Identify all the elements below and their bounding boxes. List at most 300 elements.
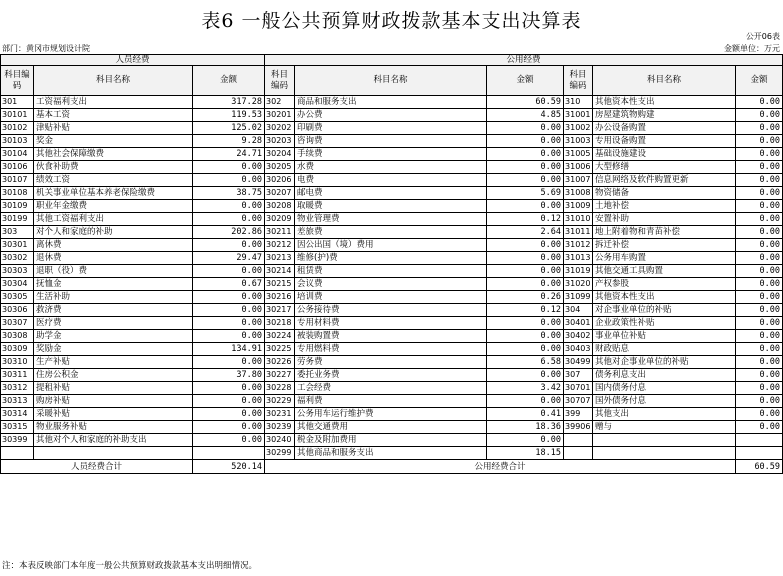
section-personnel: 人员经费 [1,55,265,66]
amount-cell: 0.00 [487,252,564,265]
amount-cell: 0.00 [487,330,564,343]
amount-cell: 0.00 [736,187,783,200]
subject-code: 30308 [1,330,34,343]
amount-cell [736,447,783,460]
subject-code [564,447,593,460]
subject-name: 抚恤金 [34,278,193,291]
subject-code: 30106 [1,161,34,174]
subject-name: 其他商品和服务支出 [295,447,487,460]
subject-name: 专用材料费 [295,317,487,330]
amount-cell: 0.00 [736,330,783,343]
subject-name: 劳务费 [295,356,487,369]
amount-cell: 29.47 [193,252,265,265]
table-row [1,226,783,239]
subject-name: 差旅费 [295,226,487,239]
amount-cell: 0.00 [193,317,265,330]
subject-code: 30204 [265,148,295,161]
table-row [1,447,783,460]
subject-code: 30212 [265,239,295,252]
subject-name: 基本工资 [34,109,193,122]
subject-name: 伙食补助费 [34,161,193,174]
subject-name: 办公费 [295,109,487,122]
subject-name: 离休费 [34,239,193,252]
subject-name: 住房公积金 [34,369,193,382]
subject-code: 31011 [564,226,593,239]
table-row [1,330,783,343]
subject-code: 30104 [1,148,34,161]
header-code: 科目编码 [265,66,295,96]
report-code: 公开06表 [745,32,780,41]
table-row [1,343,783,356]
amount-cell: 0.00 [736,213,783,226]
subject-name: 物资储备 [593,187,736,200]
amount-cell: 5.69 [487,187,564,200]
subject-code: 31009 [564,200,593,213]
subject-code: 30209 [265,213,295,226]
subject-code: 31013 [564,252,593,265]
subject-code: 30401 [564,317,593,330]
amount-cell: 3.42 [487,382,564,395]
amount-cell [736,434,783,447]
subject-name: 奖金 [34,135,193,148]
subject-name: 工资福利支出 [34,96,193,109]
subject-code: 30213 [265,252,295,265]
subject-name: 其他工资福利支出 [34,213,193,226]
amount-cell: 0.00 [193,291,265,304]
amount-cell: 0.00 [736,122,783,135]
footnote: 注：本表反映部门本年度一般公共预算财政拨款基本支出明细情况。 [2,561,258,571]
subject-code: 30199 [1,213,34,226]
subject-code: 30499 [564,356,593,369]
amount-cell: 0.00 [736,304,783,317]
amount-cell: 0.00 [736,252,783,265]
table-row [1,265,783,278]
subject-name: 采暖补贴 [34,408,193,421]
subject-name: 被装购置费 [295,330,487,343]
table-row [1,317,783,330]
subject-name: 其他对企事业单位的补贴 [593,356,736,369]
subject-code: 30301 [1,239,34,252]
subject-code: 30240 [265,434,295,447]
amount-cell: 0.00 [193,174,265,187]
subject-code: 31005 [564,148,593,161]
subject-name [593,447,736,460]
subject-name: 购房补贴 [34,395,193,408]
amount-cell: 0.00 [736,369,783,382]
subject-name: 水费 [295,161,487,174]
amount-cell: 38.75 [193,187,265,200]
amount-cell: 0.00 [487,434,564,447]
table-row [1,161,783,174]
subject-code: 30310 [1,356,34,369]
subject-code: 30403 [564,343,593,356]
subject-code: 30216 [265,291,295,304]
subject-code: 31003 [564,135,593,148]
subject-name: 物业管理费 [295,213,487,226]
subject-name: 租赁费 [295,265,487,278]
subject-code: 30402 [564,330,593,343]
subject-name: 商品和服务支出 [295,96,487,109]
table-row [1,356,783,369]
amount-cell: 9.28 [193,135,265,148]
header-amount: 金额 [193,66,265,96]
subject-code: 307 [564,369,593,382]
amount-cell: 0.00 [736,174,783,187]
amount-cell: 0.00 [487,265,564,278]
section-header-row [1,55,783,66]
subject-code: 30206 [265,174,295,187]
table-row [1,369,783,382]
subject-code: 30314 [1,408,34,421]
table-row [1,421,783,434]
subject-name: 手续费 [295,148,487,161]
table-row [1,291,783,304]
subject-code: 310 [564,96,593,109]
table-row [1,408,783,421]
subject-name: 财政贴息 [593,343,736,356]
header-name: 科目名称 [593,66,736,96]
amount-cell: 0.00 [736,421,783,434]
report-title: 表6 一般公共预算财政拨款基本支出决算表 [201,10,582,32]
subject-name: 生活补助 [34,291,193,304]
table-row [1,213,783,226]
subject-code: 30103 [1,135,34,148]
subject-name: 医疗费 [34,317,193,330]
subject-code: 304 [564,304,593,317]
subject-name: 委托业务费 [295,369,487,382]
subject-name: 专用燃料费 [295,343,487,356]
subject-name: 基础设施建设 [593,148,736,161]
subject-code: 30203 [265,135,295,148]
amount-cell: 119.53 [193,109,265,122]
amount-cell: 0.00 [487,278,564,291]
amount-cell: 202.86 [193,226,265,239]
subject-code: 30239 [265,421,295,434]
amount-cell: 0.12 [487,213,564,226]
department-label: 部门：黄冈市规划设计院 [2,44,90,53]
subject-name: 其他对个人和家庭的补助支出 [34,434,193,447]
public-total-label: 公用经费合计 [265,460,736,474]
subject-code: 30224 [265,330,295,343]
subject-code: 30707 [564,395,593,408]
amount-cell: 125.02 [193,122,265,135]
subject-name: 退职（役）费 [34,265,193,278]
subject-name: 津贴补贴 [34,122,193,135]
amount-cell: 0.00 [487,395,564,408]
subject-name: 债务利息支出 [593,369,736,382]
subject-code: 31012 [564,239,593,252]
subject-name: 信息网络及软件购置更新 [593,174,736,187]
subject-code: 30231 [265,408,295,421]
subject-name: 安置补助 [593,213,736,226]
amount-cell: 24.71 [193,148,265,161]
subject-name: 培训费 [295,291,487,304]
amount-cell: 18.15 [487,447,564,460]
subject-code: 30304 [1,278,34,291]
totals-row [1,460,783,474]
subject-code: 30305 [1,291,34,304]
amount-cell: 6.58 [487,356,564,369]
table-row [1,109,783,122]
subject-name: 其他支出 [593,408,736,421]
amount-cell: 0.00 [736,239,783,252]
subject-code: 30211 [265,226,295,239]
subject-name: 对企事业单位的补贴 [593,304,736,317]
amount-cell: 0.00 [193,239,265,252]
subject-code: 30302 [1,252,34,265]
subject-code: 31002 [564,122,593,135]
subject-code [1,447,34,460]
amount-cell: 0.00 [487,122,564,135]
personnel-total-label: 人员经费合计 [1,460,193,474]
table-row [1,252,783,265]
subject-code: 31008 [564,187,593,200]
subject-name: 邮电费 [295,187,487,200]
amount-cell: 0.00 [193,213,265,226]
subject-name: 职业年金缴费 [34,200,193,213]
subject-name: 税金及附加费用 [295,434,487,447]
amount-cell: 37.80 [193,369,265,382]
subject-name: 拆迁补偿 [593,239,736,252]
subject-name: 国外债务付息 [593,395,736,408]
subject-code: 31019 [564,265,593,278]
header-amount: 金额 [487,66,564,96]
subject-name: 奖励金 [34,343,193,356]
table-row [1,148,783,161]
amount-cell: 0.00 [193,161,265,174]
subject-name: 其他交通费用 [295,421,487,434]
subject-name: 其他社会保障缴费 [34,148,193,161]
subject-name: 公务用车购置 [593,252,736,265]
subject-code: 30202 [265,122,295,135]
subject-code: 30214 [265,265,295,278]
column-header-row [1,66,783,96]
subject-name: 电费 [295,174,487,187]
subject-code: 30225 [265,343,295,356]
subject-name: 咨询费 [295,135,487,148]
amount-cell: 134.91 [193,343,265,356]
amount-cell: 0.00 [193,304,265,317]
subject-code: 30303 [1,265,34,278]
subject-code: 30299 [265,447,295,460]
table-row [1,278,783,291]
amount-cell: 0.00 [487,148,564,161]
subject-name: 机关事业单位基本养老保险缴费 [34,187,193,200]
subject-code: 399 [564,408,593,421]
amount-cell: 0.00 [736,343,783,356]
subject-code: 30228 [265,382,295,395]
amount-cell: 0.00 [193,356,265,369]
amount-cell: 0.00 [193,408,265,421]
subject-name: 维修(护)费 [295,252,487,265]
subject-name: 事业单位补贴 [593,330,736,343]
subject-name [34,447,193,460]
amount-cell: 0.00 [487,135,564,148]
personnel-total-value: 520.14 [193,460,265,474]
amount-cell: 0.00 [487,200,564,213]
header-code: 科目编码 [1,66,34,96]
table-row [1,122,783,135]
amount-cell: 0.26 [487,291,564,304]
subject-code: 30207 [265,187,295,200]
amount-cell: 0.00 [736,135,783,148]
subject-code: 30201 [265,109,295,122]
table-row [1,174,783,187]
header-name: 科目名称 [295,66,487,96]
subject-code: 30226 [265,356,295,369]
amount-cell [193,447,265,460]
table-row [1,382,783,395]
amount-cell: 0.00 [487,174,564,187]
subject-name: 产权参股 [593,278,736,291]
subject-name: 福利费 [295,395,487,408]
subject-name: 对个人和家庭的补助 [34,226,193,239]
amount-cell: 4.85 [487,109,564,122]
amount-cell: 0.00 [736,148,783,161]
amount-cell: 0.00 [736,96,783,109]
subject-code: 30205 [265,161,295,174]
amount-cell: 0.00 [736,265,783,278]
subject-code: 30315 [1,421,34,434]
subject-name: 赠与 [593,421,736,434]
table-row [1,200,783,213]
expenditure-table [0,54,783,474]
table-row [1,135,783,148]
subject-name: 其他资本性支出 [593,96,736,109]
amount-cell: 0.00 [193,382,265,395]
subject-name: 地上附着物和青苗补偿 [593,226,736,239]
subject-code: 31007 [564,174,593,187]
amount-cell: 0.00 [736,291,783,304]
subject-code: 30309 [1,343,34,356]
subject-name: 生产补贴 [34,356,193,369]
amount-cell: 0.41 [487,408,564,421]
subject-code: 303 [1,226,34,239]
subject-name: 因公出国（境）费用 [295,239,487,252]
subject-code: 30701 [564,382,593,395]
subject-name: 工会经费 [295,382,487,395]
subject-name: 助学金 [34,330,193,343]
subject-code: 30229 [265,395,295,408]
header-code: 科目编码 [564,66,593,96]
subject-code: 30107 [1,174,34,187]
subject-code: 31006 [564,161,593,174]
subject-code: 31010 [564,213,593,226]
subject-name: 房屋建筑物购建 [593,109,736,122]
subject-code: 301 [1,96,34,109]
subject-code: 39906 [564,421,593,434]
subject-code: 31020 [564,278,593,291]
amount-cell: 0.00 [736,382,783,395]
subject-code: 30215 [265,278,295,291]
table-row [1,395,783,408]
subject-name: 物业服务补贴 [34,421,193,434]
amount-cell: 0.00 [487,239,564,252]
subject-name: 退休费 [34,252,193,265]
subject-name [593,434,736,447]
subject-name: 国内债务付息 [593,382,736,395]
table-row [1,187,783,200]
subject-name: 会议费 [295,278,487,291]
subject-code: 30312 [1,382,34,395]
header-name: 科目名称 [34,66,193,96]
amount-cell: 60.59 [487,96,564,109]
subject-code: 30208 [265,200,295,213]
amount-cell: 0.00 [736,356,783,369]
amount-cell: 0.00 [736,317,783,330]
subject-name: 公务接待费 [295,304,487,317]
subject-name: 印刷费 [295,122,487,135]
subject-name: 其他交通工具购置 [593,265,736,278]
subject-code: 30217 [265,304,295,317]
amount-cell: 0.00 [487,161,564,174]
amount-cell: 0.00 [193,434,265,447]
subject-name: 公务用车运行维护费 [295,408,487,421]
amount-cell: 0.00 [736,278,783,291]
subject-code: 31099 [564,291,593,304]
subject-code: 30102 [1,122,34,135]
subject-code: 30218 [265,317,295,330]
subject-name: 土地补偿 [593,200,736,213]
public-total-value: 60.59 [736,460,783,474]
subject-code: 302 [265,96,295,109]
section-public: 公用经费 [265,55,783,66]
subject-name: 救济费 [34,304,193,317]
amount-cell: 0.67 [193,278,265,291]
table-row [1,304,783,317]
amount-cell: 0.12 [487,304,564,317]
amount-cell: 0.00 [736,161,783,174]
subject-name: 办公设备购置 [593,122,736,135]
amount-cell: 0.00 [487,369,564,382]
subject-name: 大型修缮 [593,161,736,174]
header-amount: 金额 [736,66,783,96]
amount-cell: 0.00 [487,343,564,356]
amount-cell: 0.00 [193,200,265,213]
subject-name: 提租补贴 [34,382,193,395]
subject-code: 30101 [1,109,34,122]
unit-label: 金额单位：万元 [724,44,780,53]
subject-code: 30313 [1,395,34,408]
subject-code: 30306 [1,304,34,317]
amount-cell: 18.36 [487,421,564,434]
amount-cell: 0.00 [193,265,265,278]
amount-cell: 0.00 [736,109,783,122]
table-row [1,96,783,109]
subject-code: 30108 [1,187,34,200]
amount-cell: 317.28 [193,96,265,109]
subject-name: 绩效工资 [34,174,193,187]
subject-code: 31001 [564,109,593,122]
table-row [1,239,783,252]
subject-name: 企业政策性补贴 [593,317,736,330]
amount-cell: 0.00 [736,408,783,421]
amount-cell: 0.00 [736,226,783,239]
subject-code: 30109 [1,200,34,213]
subject-name: 其他资本性支出 [593,291,736,304]
subject-name: 取暖费 [295,200,487,213]
subject-code: 30227 [265,369,295,382]
amount-cell: 0.00 [193,395,265,408]
subject-code: 30307 [1,317,34,330]
amount-cell: 0.00 [736,395,783,408]
amount-cell: 0.00 [193,330,265,343]
amount-cell: 2.64 [487,226,564,239]
subject-code: 30311 [1,369,34,382]
amount-cell: 0.00 [193,421,265,434]
amount-cell: 0.00 [487,317,564,330]
subject-code: 30399 [1,434,34,447]
